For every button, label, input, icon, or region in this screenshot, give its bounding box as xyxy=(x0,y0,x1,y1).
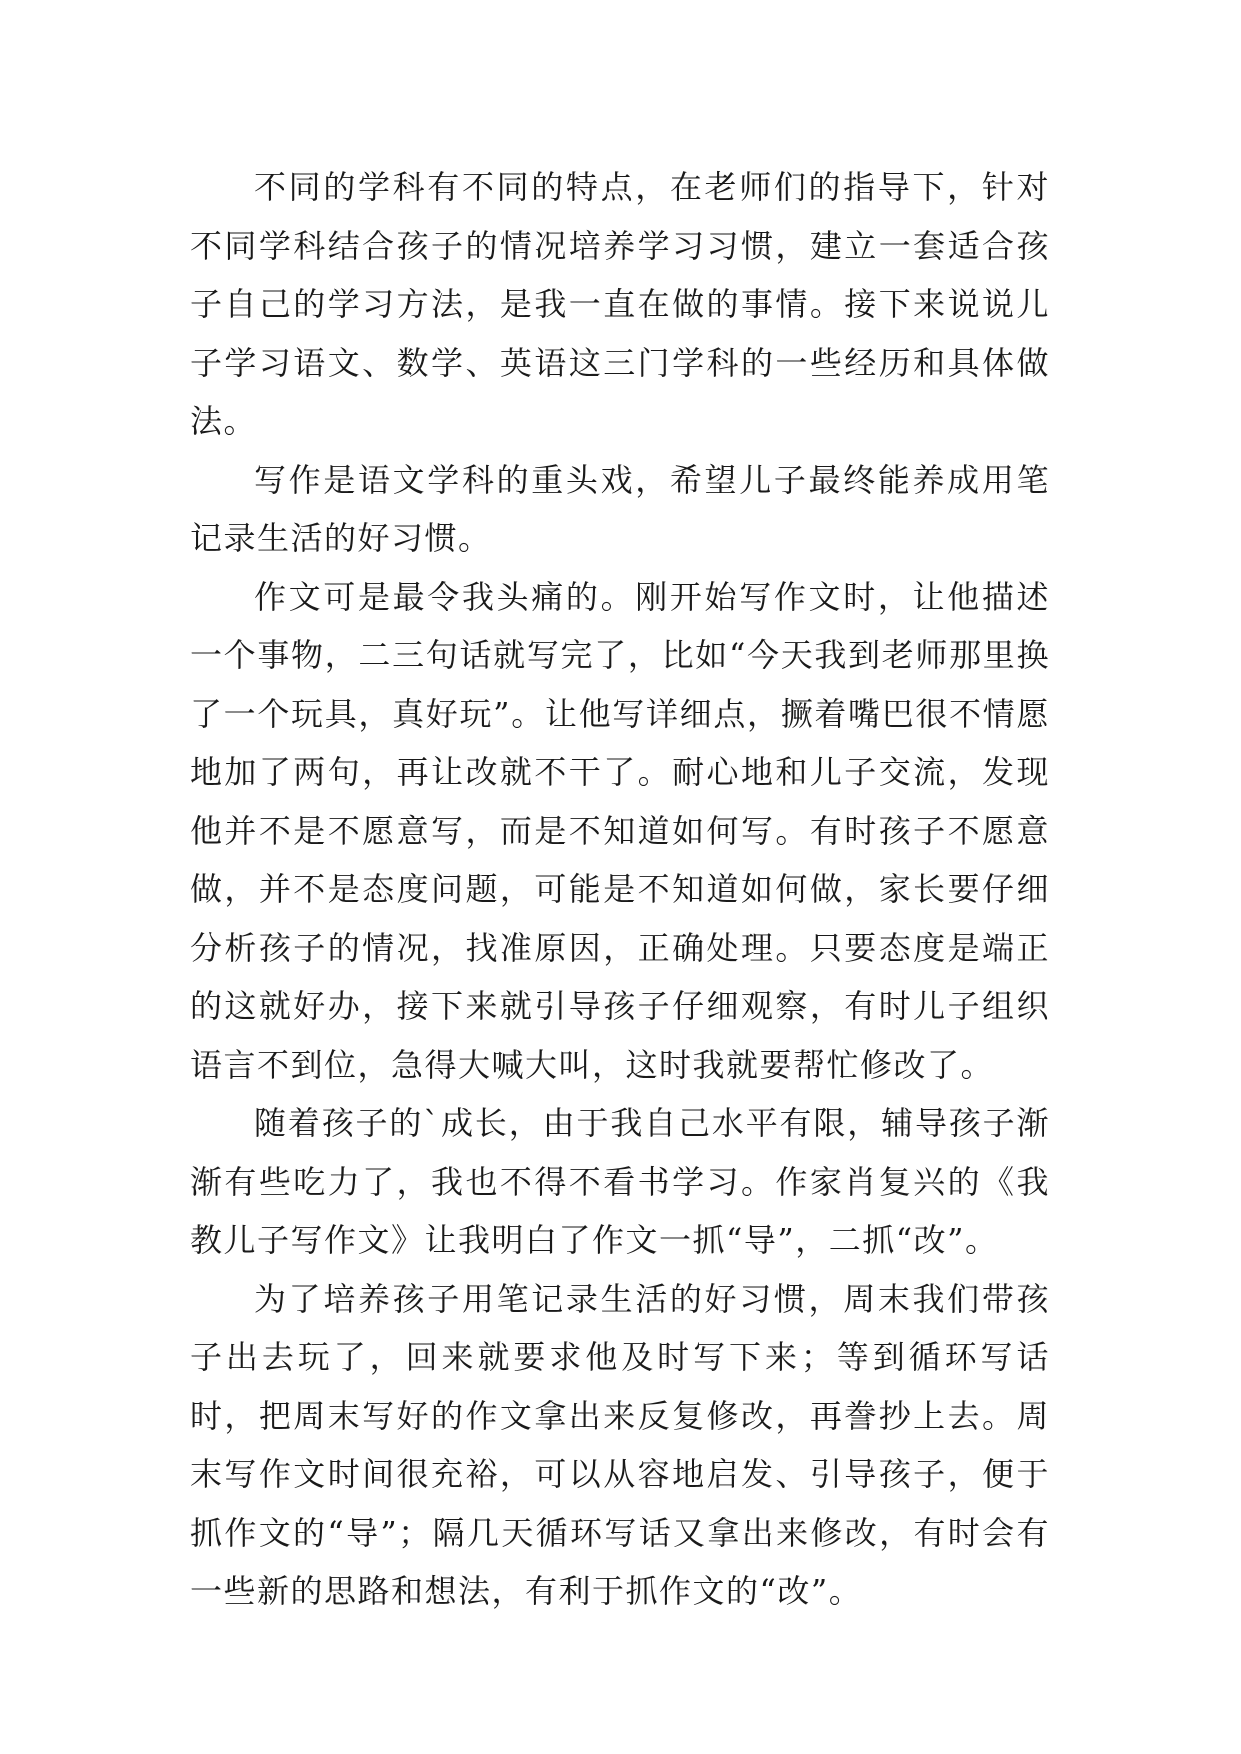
paragraph: 作文可是最令我头痛的。刚开始写作文时，让他描述一个事物，二三句话就写完了，比如“今天我到老师那里换了一个玩具，真好玩”。让他写详细点，撅着嘴巴很不情愿地加了两句，再让改就不干了。耐心地和儿子交流，发现他并不是不愿意写，而是不知道如何写。有时孩子不愿意做，并不是态度问题，可能是不知道如何做，家长要仔细分析孩子的情况，找准原因，正确处理。只要态度是端正的这就好办，接下来就引导孩子仔细观察，有时儿子组织语言不到位，急得大喊大叫，这时我就要帮忙修改了。 xyxy=(190,577,1050,1084)
paragraph: 写作是语文学科的重头戏，希望儿子最终能养成用笔记录生活的好习惯。 xyxy=(190,460,1050,557)
paragraph: 为了培养孩子用笔记录生活的好习惯，周末我们带孩子出去玩了，回来就要求他及时写下来；等到循环写话时，把周末写好的作文拿出来反复修改，再誊抄上去。周末写作文时间很充裕，可以从容地启发、引导孩子，便于抓作文的“导”；隔几天循环写话又拿出来修改，有时会有一些新的思路和想法，有利于抓作文的“改”。 xyxy=(190,1279,1050,1610)
paragraph: 随着孩子的`成长，由于我自己水平有限，辅导孩子渐渐有些吃力了，我也不得不看书学习。作家肖复兴的《我教儿子写作文》让我明白了作文一抓“导”，二抓“改”。 xyxy=(190,1104,1050,1259)
document-body xyxy=(190,158,1050,1621)
paragraph: 不同的学科有不同的特点，在老师们的指导下，针对不同学科结合孩子的情况培养学习习惯，建立一套适合孩子自己的学习方法，是我一直在做的事情。接下来说说儿子学习语文、数学、英语这三门学科的一些经历和具体做法。 xyxy=(190,168,1050,440)
